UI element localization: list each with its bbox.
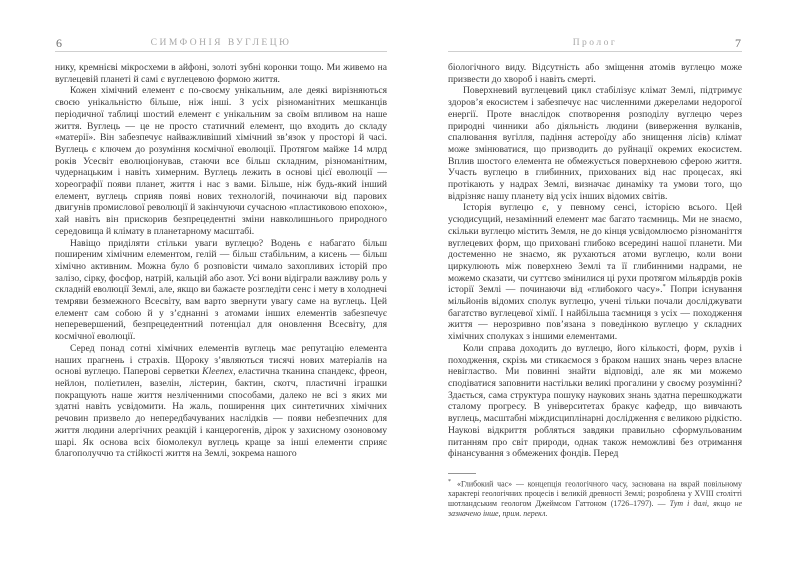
paragraph-text: , еластична тканина спандекс, фреон, нейлон, поліетилен, вазелін, лістерин, бактин, скотч, пластичні іграшки покращують наше життя незліченними способами, далеко не всі з яких ми здатні навіть усвідомити. На жаль, поширення цих синтетичних хімічних речовин призвело до непередбачуваних наслідків — появи небезпечних для життя людини алергічних реакцій і канцерогенів, дірок у захисному озоновому шарі. Як основа всіх біомолекул вуглець краще за інші елементи сприяє благополуччю та стійкості життя на Землі, зокрема нашого: [55, 366, 387, 460]
paragraph: нику, кремнієві мікросхеми в айфоні, золоті зубні коронки тощо. Ми живемо на вуглецевій планеті й самі є вуглецевою формою життя.: [55, 62, 387, 85]
right-page-header: [448, 36, 742, 52]
brand-name-italic: Kleenex: [202, 366, 234, 378]
right-page: [448, 36, 742, 519]
footnote-block: [448, 473, 742, 519]
left-page-header: [55, 36, 387, 52]
paragraph: Навіщо приділяти стільки уваги вуглецю? Водень є набагато більш поширеним хімічним елементом, гелій — більш стабільним, а кисень — більш хімічно активним. Можна було б розповісти чимало захопливих історій про залізо, сірку, фосфор, натрій, кальцій або азот. Усі вони відіграли важливу роль у складній еволюції Землі, але, якщо ви бажаєте розгледіти сенс і мету в холоднечі темряви безмежного Всесвіту, вам варто звернути увагу саме на вуглець. Цей елемент сам собою й у з’єднанні з атомами інших елементів забезпечує неперевершений, безпрецедентний потенціал для оновлення Всесвіту, для космічної еволюції.: [55, 237, 387, 343]
right-running-head: Пролог: [572, 38, 618, 48]
footnote-reference-marker: *: [662, 283, 666, 291]
left-page: [55, 36, 387, 460]
paragraph: [55, 343, 387, 460]
footnote-marker: *: [448, 478, 451, 485]
left-page-body: [55, 62, 387, 460]
paragraph-text: Серед понад сотні хімічних елементів вуглець має репутацію елемента наших прагнень і страхів. Щороку з’являються тисячі нових матеріалів на основі вуглецю. Паперові серветки: [55, 342, 387, 378]
paragraph: Кожен хімічний елемент є по-своєму унікальним, але деякі вирізняються своєю унікальністю більше, ніж інші. З усіх різноманітних мешканців періодичної таблиці шостий елемент є унікальним за своїм впливом на наше життя. Вуглець — це не просто статичний елемент, що входить до складу «матерії». Він забезпечує найважливіший хімічний зв’язок у просторі й часі. Вуглець є ключем до розуміння космічної еволюції. Протягом майже 14 млрд років Усесвіт еволюціонував, стаючи все більш складним, різноманітним, чудернацьким і навіть химерним. Вуглець лежить в основі цієї еволюції — хореографії появи планет, життя і нас з вами. Більше, ніж будь-який інший елемент, вуглець сприяв появі нових технологій, починаючи від парових двигунів промислової революції й закінчуючи сучасною «пластиковою епохою», хай навіть він прискорив безпрецедентні зміни навколишнього природного середовища й клімату в планетарному масштабі.: [55, 85, 387, 237]
footnote-translator-note-italic: Тут і далі, якщо не зазначено інше, прим. перекл.: [448, 499, 742, 518]
left-running-head: СИМФОНІЯ ВУГЛЕЦЮ: [150, 38, 292, 48]
paragraph: Поверхневий вуглецевий цикл стабілізує клімат Землі, підтримує здоров’я екосистем і забезпечує нас численними джерелами недорогої енергії. Проте внаслідок спотворення розподілу вуглецю через природні чинники або діяльність людини (виверження вулканів, спалювання вугілля, падіння астероїду або знищення лісів) клімат може змінюватися, що призводить до руйнації окремих екосистем. Вплив шостого елемента не обмежується поверхневою сферою життя. Участь вуглецю в глибинних, прихованих від нас процесах, які протікають у надрах Землі, визначає динаміку та умови того, що відрізняє нашу планету від усіх інших відомих світів.: [448, 85, 742, 202]
paragraph: [448, 202, 742, 342]
paragraph-text: Попри існування мільйонів відомих сполук вуглецю, учені тільки почали досліджувати багатство вуглецевої хімії. І найбільша таємниця з усіх — походження життя — нерозривно пов’язана з поведінкою вуглецю у складних хімічних сполуках з іншими елементами.: [448, 284, 742, 343]
footnote-separator-rule: [448, 473, 476, 474]
right-page-number: 7: [735, 36, 741, 50]
footnote: [448, 478, 742, 519]
left-page-number: 6: [56, 36, 62, 50]
footnote-text: «Глибокий час» — концепція геологічного часу, заснована на вкрай повільному характері геологічних процесів і великій древності Землі; розроблена у XVIII столітті шотландським геологом Джеймсом Гаттоном (1726–1797). —: [448, 479, 742, 509]
right-page-body: [448, 62, 742, 460]
paragraph: Коли справа доходить до вуглецю, його кількості, форм, рухів і походження, скрізь ми стикаємося з браком наших знань через власне невігластво. Ми повинні знайти відповіді, але як ми можемо сподіватися заповнити настільки великі прогалини у своєму розумінні? Здається, сама структура пошуку наукових знань здатна перешкоджати сталому прогресу. В університетах бракує кафедр, що вивчають вуглець, масштабні міждисциплінарні дослідження є великою рідкістю. Наукові відкриття робляться завдяки правильно сформульованим питанням про світ природи, однак також неможливі без отримання фінансування з обмежених фондів. Перед: [448, 342, 742, 460]
paragraph-text: Історія вуглецю є, у певному сенсі, історією всього. Цей усюдисущий, незамінний елемент має багато таємниць. Ми не знаємо, скільки вуглецю містить Земля, не до кінця усвідомлюємо різноманіття вуглецевих форм, що приховані глибоко всередині нашої планети. Ми достеменно не знаємо, як рухаються атоми вуглецю, коли вони циркулюють між поверхнею Землі та її глибинними надрами, не можемо сказати, чи суттєво змінилися ці рухи протягом мільярдів років історії Землі — починаючи від «глибокого часу».: [448, 202, 742, 296]
paragraph: біологічного виду. Відсутність або зміщення атомів вуглецю може призвести до хвороб і навіть смерті.: [448, 62, 742, 85]
